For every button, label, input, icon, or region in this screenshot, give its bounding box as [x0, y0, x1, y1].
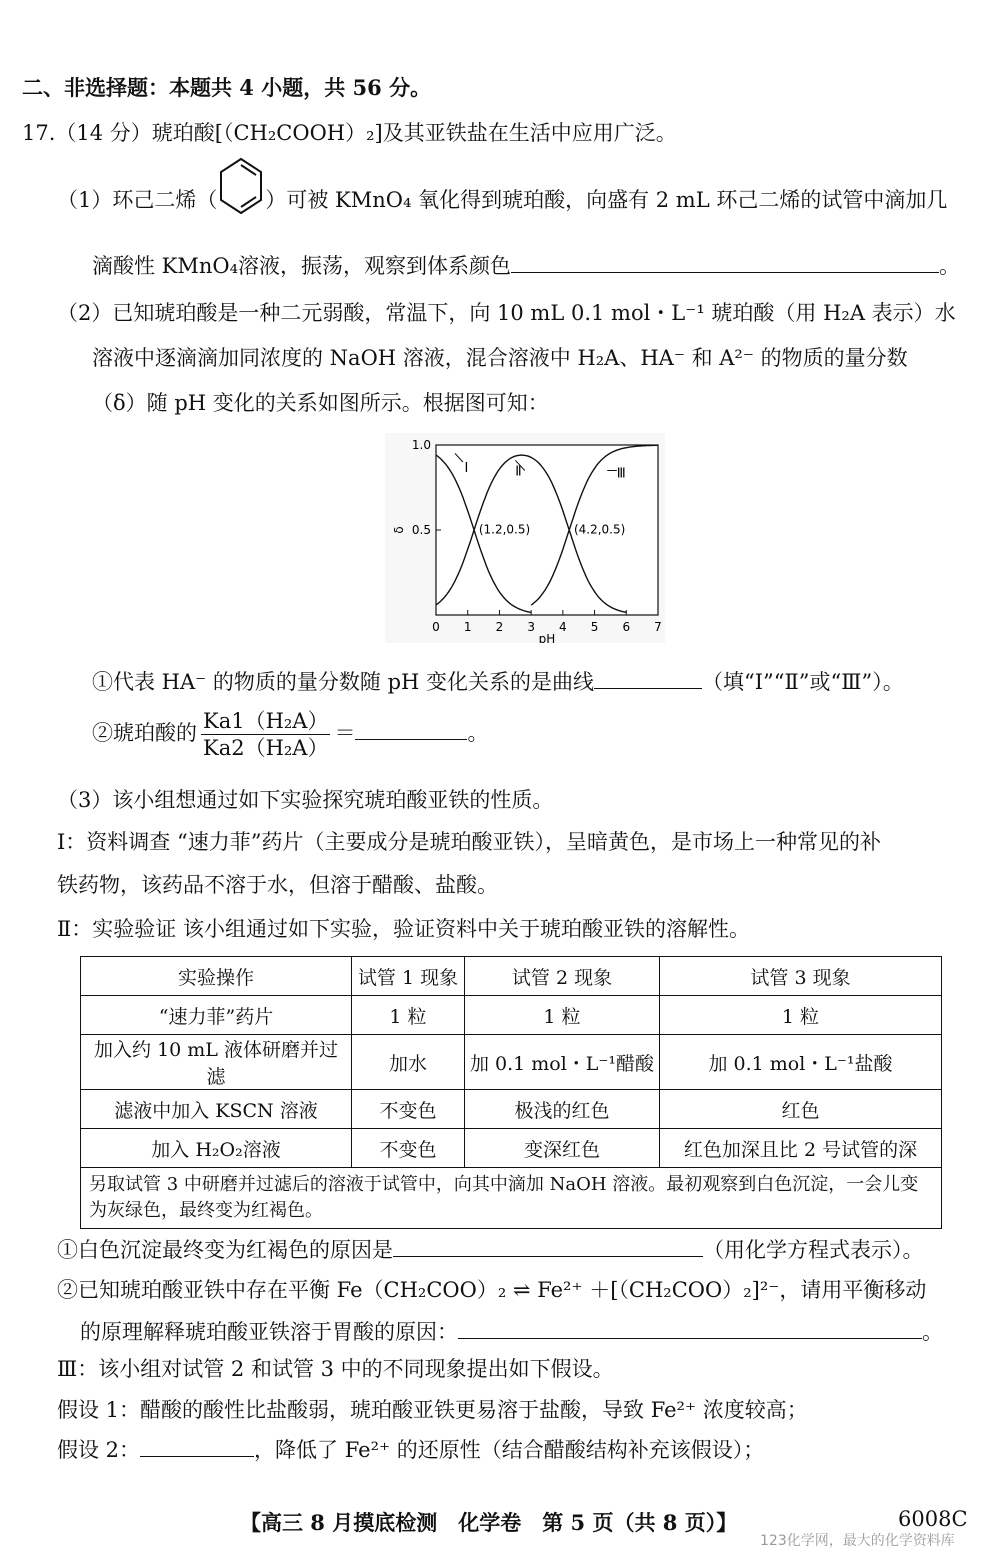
answer-blank-curve[interactable] — [594, 666, 702, 689]
x-tick-label: 7 — [654, 620, 662, 634]
distribution-chart — [385, 433, 665, 643]
table-cell: 不变色 — [352, 1090, 465, 1129]
answer-blank-explanation[interactable] — [458, 1316, 922, 1339]
x-tick-label: 5 — [590, 620, 599, 634]
table-row — [81, 996, 942, 1035]
subquestion-1-tail: （填“Ⅰ”“Ⅱ”或“Ⅲ”）。 — [702, 670, 904, 694]
curve-II-label: Ⅱ — [515, 464, 522, 480]
part2-line3: （δ）随 pH 变化的关系如图所示。根据图可知： — [92, 391, 549, 415]
experiment-table — [80, 956, 942, 1229]
hypothesis-1: 假设 1：醋酸的酸性比盐酸弱，琥珀酸亚铁更易溶于盐酸，导致 Fe²⁺ 浓度较高； — [57, 1398, 808, 1422]
table-cell: 加 0.1 mol・L⁻¹盐酸 — [660, 1035, 942, 1090]
curve-I-label: Ⅰ — [464, 461, 469, 477]
table-header: 试管 2 现象 — [465, 957, 660, 996]
question-17-header: 17.（14 分）琥珀酸[（CH₂COOH）₂]及其亚铁盐在生活中应用广泛。 — [22, 121, 677, 145]
fraction-numerator: Ka1（H₂A） — [203, 709, 329, 733]
part2-line2: 溶液中逐滴滴加同浓度的 NaOH 溶液，混合溶液中 H₂A、HA⁻ 和 A²⁻ 的物质的量分数 — [92, 346, 908, 370]
y-tick-label: 1.0 — [411, 438, 431, 452]
part3-i-line1: Ⅰ：资料调查 “速力菲”药片（主要成分是琥珀酸亚铁），呈暗黄色，是市场上一种常见的补 — [57, 830, 881, 854]
subquestion-1 — [92, 666, 904, 696]
period: 。 — [922, 1320, 943, 1344]
x-tick-label: 6 — [622, 620, 631, 634]
curve-III-label: Ⅲ — [616, 466, 626, 482]
x-tick-label: 4 — [559, 620, 567, 634]
table-cell: 变深红色 — [465, 1129, 660, 1168]
table-cell: 加入 H₂O₂溶液 — [81, 1129, 352, 1168]
table-cell: 红色加深且比 2 号试管的深 — [660, 1129, 942, 1168]
hypothesis-2 — [57, 1434, 764, 1464]
table-cell: 不变色 — [352, 1129, 465, 1168]
table-cell: 1 粒 — [465, 996, 660, 1035]
table-note: 另取试管 3 中研磨并过滤后的溶液于试管中，向其中滴加 NaOH 溶液。最初观察到白色沉淀，一会儿变为灰绿色，最终变为红褐色。 — [81, 1168, 942, 1229]
subquestion-2 — [92, 708, 488, 761]
question-s2-line2 — [80, 1316, 943, 1346]
x-tick-label: 1 — [463, 620, 472, 634]
table-row — [81, 1090, 942, 1129]
answer-blank-equation[interactable] — [393, 1234, 703, 1257]
footer-title: 【高三 8 月摸底检测 化学卷 第 5 页（共 8 页）】 — [240, 1510, 738, 1535]
x-tick-label: 2 — [495, 620, 504, 634]
hypothesis-2-prefix: 假设 2： — [57, 1438, 141, 1462]
question-s2-line2-text: 的原理解释琥珀酸亚铁溶于胃酸的原因： — [80, 1320, 458, 1344]
table-cell: 红色 — [660, 1090, 942, 1129]
part1-line2 — [92, 250, 960, 280]
question-s1-tail: （用化学方程式表示）。 — [703, 1238, 924, 1262]
table-cell: 1 粒 — [352, 996, 465, 1035]
table-header-row — [81, 957, 942, 996]
table-row — [81, 1129, 942, 1168]
table-cell: 极浅的红色 — [465, 1090, 660, 1129]
watermark: 123化学网，最大的化学资料库 — [760, 1533, 955, 1549]
period: 。 — [939, 254, 961, 278]
part1-line1-a: （1）环己二烯（ — [57, 188, 218, 212]
fraction-denominator: Ka2（H₂A） — [203, 736, 329, 760]
footer-code: 6008C — [898, 1507, 968, 1531]
part1-line2-text: 滴酸性 KMnO₄溶液，振荡，观察到体系颜色 — [92, 254, 512, 278]
equals-sign: ＝ — [334, 721, 356, 745]
section-heading: 二、非选择题：本题共 4 小题，共 56 分。 — [22, 75, 432, 100]
question-s1 — [57, 1234, 924, 1264]
x-tick-label: 0 — [432, 620, 440, 634]
table-header: 试管 1 现象 — [352, 957, 465, 996]
table-header: 实验操作 — [81, 957, 352, 996]
annotation-pka2: (4.2,0.5) — [573, 522, 626, 537]
period: 。 — [467, 721, 489, 745]
table-cell: 加 0.1 mol・L⁻¹醋酸 — [465, 1035, 660, 1090]
cyclohexadiene-structure-icon — [217, 156, 265, 218]
annotation-pka1: (1.2,0.5) — [478, 522, 531, 537]
part3-ii: Ⅱ：实验验证 该小组通过如下实验，验证资料中关于琥珀酸亚铁的溶解性。 — [57, 917, 750, 941]
part2-line1: （2）已知琥珀酸是一种二元弱酸，常温下，向 10 mL 0.1 mol・L⁻¹ 琥珀酸（用 H₂A 表示）水 — [57, 301, 956, 325]
y-tick-label: 0.5 — [411, 523, 431, 537]
x-tick-label: 3 — [527, 620, 535, 634]
table-cell: 加水 — [352, 1035, 465, 1090]
answer-blank-ratio[interactable] — [355, 717, 467, 740]
answer-blank-color[interactable] — [511, 250, 939, 273]
subquestion-1-text: ①代表 HA⁻ 的物质的量分数随 pH 变化关系的是曲线 — [92, 670, 595, 694]
subquestion-2-prefix: ②琥珀酸的 — [92, 721, 197, 745]
y-axis-label: δ — [392, 526, 406, 534]
chart-svg — [385, 433, 665, 643]
ka-ratio-fraction — [201, 708, 330, 761]
question-s1-text: ①白色沉淀最终变为红褐色的原因是 — [57, 1238, 393, 1262]
x-axis-label: pH — [538, 632, 556, 643]
table-cell: 滤液中加入 KSCN 溶液 — [81, 1090, 352, 1129]
hypothesis-2-tail: ，降低了 Fe²⁺ 的还原性（结合醋酸结构补充该假设）； — [254, 1438, 765, 1462]
table-row — [81, 1035, 942, 1090]
question-s2-line1: ②已知琥珀酸亚铁中存在平衡 Fe（CH₂COO）₂ ⇌ Fe²⁺ ＋[（CH₂COO）₂]²⁻，请用平衡移动 — [57, 1278, 927, 1302]
table-note-row — [81, 1168, 942, 1229]
table-header: 试管 3 现象 — [660, 957, 942, 996]
answer-blank-hypothesis[interactable] — [140, 1434, 254, 1457]
part1-line1-b: ）可被 KMnO₄ 氧化得到琥珀酸，向盛有 2 mL 环己二烯的试管中滴加几 — [265, 188, 948, 212]
part3-intro: （3）该小组想通过如下实验探究琥珀酸亚铁的性质。 — [57, 788, 554, 812]
part1-line1 — [57, 184, 947, 218]
table-cell: “速力菲”药片 — [81, 996, 352, 1035]
part3-iii: Ⅲ：该小组对试管 2 和试管 3 中的不同现象提出如下假设。 — [57, 1357, 614, 1381]
table-cell: 加入约 10 mL 液体研磨并过滤 — [81, 1035, 352, 1090]
part3-i-line2: 铁药物，该药品不溶于水，但溶于醋酸、盐酸。 — [57, 873, 498, 897]
table-cell: 1 粒 — [660, 996, 942, 1035]
